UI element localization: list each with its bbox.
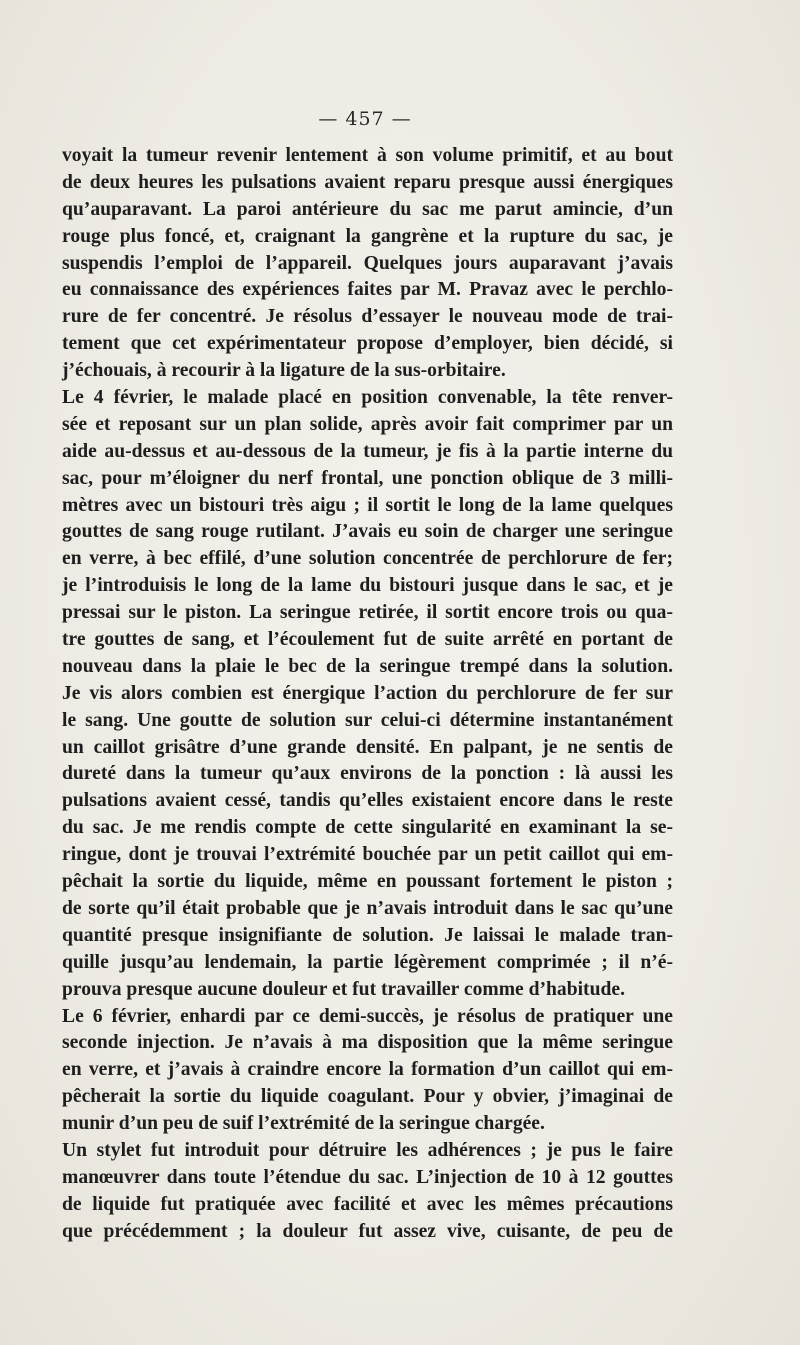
page-number: — 457 — xyxy=(318,108,412,130)
text-line: rure de fer concentré. Je résolus d’essayer le nouveau mode de trai- xyxy=(62,306,673,328)
text-line: de sorte qu’il était probable que je n’avais introduit dans le sac qu’une xyxy=(62,897,673,919)
text-line: quille jusqu’au lendemain, la partie légèrement comprimée ; il n’é- xyxy=(62,951,673,973)
text-line: de deux heures les pulsations avaient reparu presque aussi énergiques xyxy=(62,171,673,193)
text-line: tement que cet expérimentateur propose d’employer, bien décidé, si xyxy=(62,333,673,355)
text-line: qu’auparavant. La paroi antérieure du sac me parut amincie, d’un xyxy=(62,198,673,220)
text-line: Le 4 février, le malade placé en position convenable, la tête renver- xyxy=(62,387,673,409)
text-line: seconde injection. Je n’avais à ma disposition que la même seringue xyxy=(62,1032,673,1054)
paragraph xyxy=(62,143,673,385)
text-line: pêchait la sortie du liquide, même en poussant fortement le piston ; xyxy=(62,871,673,893)
text-line: ringue, dont je trouvai l’extrémité bouchée par un petit caillot qui em- xyxy=(62,844,673,866)
text-line: Le 6 février, enhardi par ce demi-succès, je résolus de pratiquer une xyxy=(62,1005,673,1027)
text-line: suspendis l’emploi de l’appareil. Quelques jours auparavant j’avais xyxy=(62,252,673,274)
text-line: sée et reposant sur un plan solide, après avoir fait comprimer par un xyxy=(62,413,673,435)
text-line: voyait la tumeur revenir lentement à son volume primitif, et au bout xyxy=(62,145,673,166)
paragraph xyxy=(62,1004,673,1138)
text-line: du sac. Je me rendis compte de cette singularité en examinant la se- xyxy=(62,817,673,839)
text-line: Je vis alors combien est énergique l’action du perchlorure de fer sur xyxy=(62,682,673,704)
text-line: eu connaissance des expériences faites par M. Pravaz avec le perchlo- xyxy=(62,279,673,301)
paragraph xyxy=(62,385,673,1003)
text-line: manœuvrer dans toute l’étendue du sac. L’injection de 10 à 12 gouttes xyxy=(62,1166,673,1188)
text-line: en verre, à bec effilé, d’une solution concentrée de perchlorure de fer; xyxy=(62,548,673,570)
text-line: de liquide fut pratiquée avec facilité et avec les mêmes précautions xyxy=(62,1193,673,1215)
text-line: pêcherait la sortie du liquide coagulant. Pour y obvier, j’imaginai de xyxy=(62,1086,673,1108)
text-line: j’échouais, à recourir à la ligature de la sus-orbitaire. xyxy=(62,360,506,382)
text-line: en verre, et j’avais à craindre encore la formation d’un caillot qui em- xyxy=(62,1059,673,1081)
text-line: tre gouttes de sang, et l’écoulement fut de suite arrêté en portant de xyxy=(62,629,673,651)
paragraph xyxy=(62,1138,673,1246)
text-line: sac, pour m’éloigner du nerf frontal, une ponction oblique de 3 milli- xyxy=(62,467,673,489)
text-line: gouttes de sang rouge rutilant. J’avais eu soin de charger une seringue xyxy=(62,521,673,543)
text-line: prouva presque aucune douleur et fut travailler comme d’habitude. xyxy=(62,978,625,1000)
text-line: Un stylet fut introduit pour détruire les adhérences ; je pus le faire xyxy=(62,1139,673,1161)
text-line: que précédemment ; la douleur fut assez vive, cuisante, de peu de xyxy=(62,1220,673,1242)
text-line: munir d’un peu de suif l’extrémité de la seringue chargée. xyxy=(62,1113,545,1135)
text-line: quantité presque insignifiante de solution. Je laissai le malade tran- xyxy=(62,924,673,946)
text-line: aide au-dessus et au-dessous de la tumeur, je fis à la partie interne du xyxy=(62,440,673,462)
text-line: pulsations avaient cessé, tandis qu’elles existaient encore dans le reste xyxy=(62,790,673,812)
text-line: le sang. Une goutte de solution sur celui-ci détermine instantanément xyxy=(62,709,673,731)
text-line: je l’introduisis le long de la lame du bistouri jusque dans le sac, et je xyxy=(62,575,673,597)
body-text xyxy=(62,143,673,1246)
text-line: pressai sur le piston. La seringue retirée, il sortit encore trois ou qua- xyxy=(62,602,673,624)
text-line: dureté dans la tumeur qu’aux environs de la ponction : là aussi les xyxy=(62,763,673,785)
text-line: nouveau dans la plaie le bec de la seringue trempé dans la solution. xyxy=(62,655,673,677)
text-line: mètres avec un bistouri très aigu ; il sortit le long de la lame quelques xyxy=(62,494,673,516)
text-line: rouge plus foncé, et, craignant la gangrène et la rupture du sac, je xyxy=(62,225,673,247)
text-line: un caillot grisâtre d’une grande densité. En palpant, je ne sentis de xyxy=(62,736,673,758)
